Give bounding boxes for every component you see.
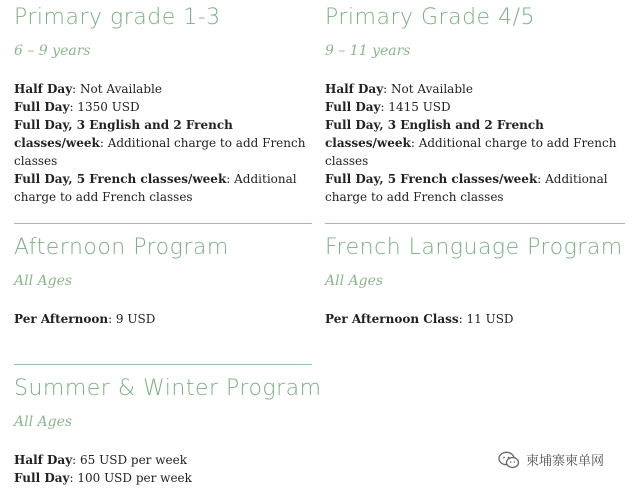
price-separator: : xyxy=(383,82,392,96)
price-list xyxy=(14,310,314,328)
price-line xyxy=(325,170,625,206)
price-list xyxy=(325,80,625,206)
section-title: Afternoon Program xyxy=(14,235,229,260)
price-label: Full Day, 5 French classes/week xyxy=(325,172,538,186)
section-divider xyxy=(14,223,312,224)
section-title: Primary grade 1-3 xyxy=(14,5,221,30)
price-line xyxy=(325,310,635,328)
price-line xyxy=(14,116,314,170)
price-label: Full Day xyxy=(325,100,381,114)
price-line xyxy=(325,80,625,98)
section-subtitle: 6 – 9 years xyxy=(14,43,91,59)
watermark-text: 柬埔寨柬单网 xyxy=(526,454,605,469)
price-value: 1350 USD xyxy=(77,100,140,114)
price-separator: : xyxy=(69,471,78,485)
price-label: Half Day xyxy=(14,82,73,96)
price-line xyxy=(14,469,314,487)
price-line xyxy=(14,80,314,98)
section-subtitle: All Ages xyxy=(14,414,73,430)
price-separator: : xyxy=(72,453,81,467)
price-separator: : xyxy=(99,136,108,150)
section-title: Primary Grade 4/5 xyxy=(325,5,535,30)
price-line xyxy=(325,98,625,116)
price-separator: : xyxy=(108,312,116,326)
section-subtitle: All Ages xyxy=(325,273,384,289)
price-label: Half Day xyxy=(325,82,384,96)
price-value: Not Available xyxy=(80,82,162,96)
price-list xyxy=(14,451,314,487)
price-separator: : xyxy=(458,312,467,326)
price-value: 11 USD xyxy=(466,312,514,326)
section-subtitle: All Ages xyxy=(14,273,73,289)
price-separator: : xyxy=(69,100,78,114)
section-divider xyxy=(325,223,625,224)
price-label: Full Day, 5 French classes/week xyxy=(14,172,227,186)
price-list xyxy=(325,310,635,328)
price-label: Full Day, 3 English and 2 French classes/week xyxy=(14,118,233,150)
price-separator: : xyxy=(537,172,546,186)
section-french-language-program xyxy=(325,234,635,328)
watermark xyxy=(498,450,604,469)
section-divider xyxy=(14,364,312,365)
price-line xyxy=(14,98,314,116)
price-label: Full Day xyxy=(14,471,70,485)
price-separator: : xyxy=(72,82,81,96)
price-label: Full Day, 3 English and 2 French classes/week xyxy=(325,118,544,150)
price-separator: : xyxy=(226,172,235,186)
price-value: Additional charge to add French classes xyxy=(325,136,617,168)
section-primary-grade-1-3 xyxy=(14,4,314,206)
price-value: Additional charge to add French classes xyxy=(14,136,306,168)
section-primary-grade-4-5 xyxy=(325,4,625,206)
price-value: 65 USD per week xyxy=(80,453,187,467)
price-line xyxy=(14,170,314,206)
section-afternoon-program xyxy=(14,234,314,328)
wechat-icon xyxy=(498,451,520,469)
price-value: Additional charge to add French classes xyxy=(325,172,608,204)
price-line xyxy=(325,116,625,170)
price-label: Per Afternoon xyxy=(14,312,109,326)
section-subtitle: 9 – 11 years xyxy=(325,43,411,59)
section-title: French Language Program xyxy=(325,235,623,260)
price-separator: : xyxy=(410,136,419,150)
price-value: Not Available xyxy=(391,82,473,96)
price-label: Full Day xyxy=(14,100,70,114)
price-value: Additional charge to add French classes xyxy=(14,172,297,204)
price-separator: : xyxy=(380,100,389,114)
price-line xyxy=(14,310,314,328)
price-value: 100 USD per week xyxy=(77,471,192,485)
price-list xyxy=(14,80,314,206)
section-summer-winter-program xyxy=(14,375,322,487)
price-label: Half Day xyxy=(14,453,73,467)
price-value: 9 USD xyxy=(115,312,156,326)
section-title: Summer & Winter Program xyxy=(14,376,322,401)
price-line xyxy=(14,451,314,469)
price-value: 1415 USD xyxy=(388,100,451,114)
price-label: Per Afternoon Class xyxy=(325,312,459,326)
